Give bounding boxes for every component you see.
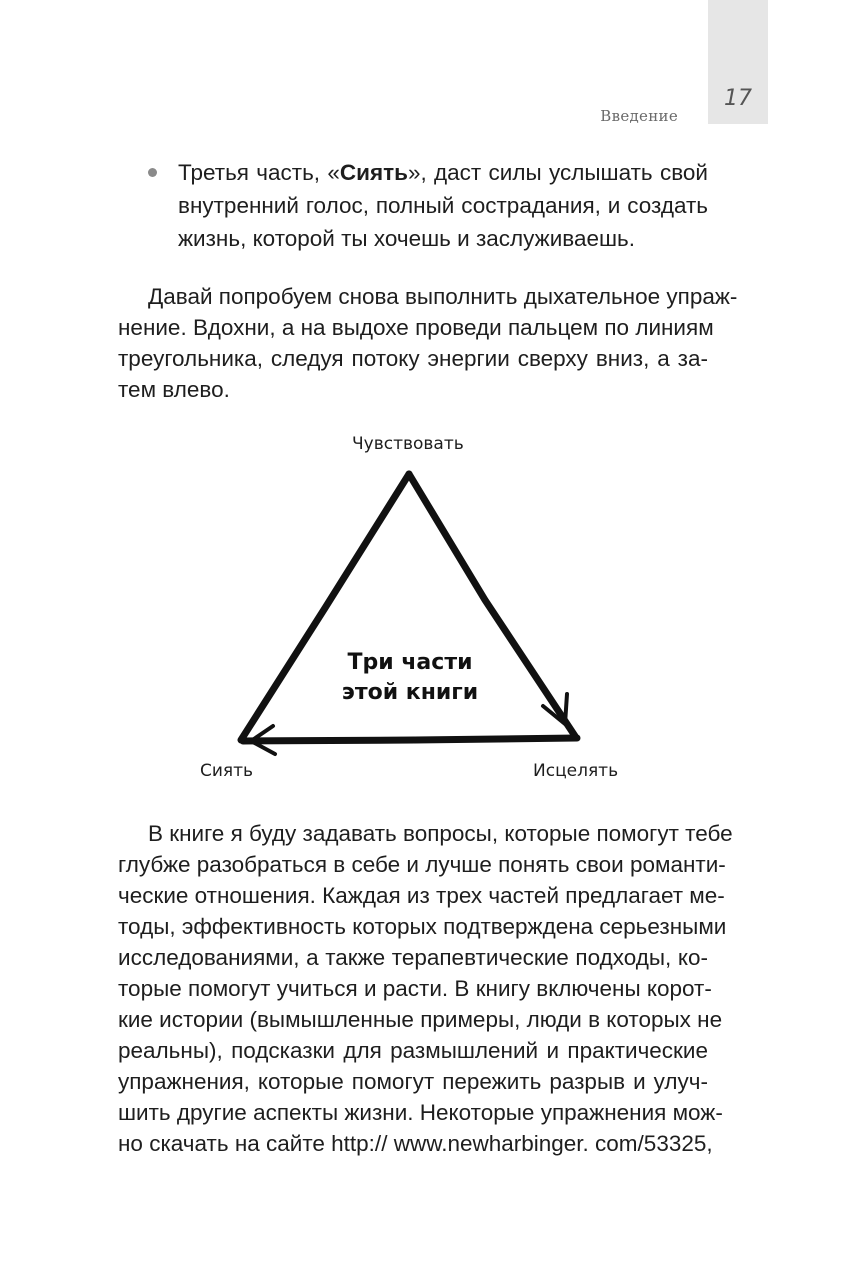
- paragraph2-line: В книге я буду задавать вопросы, которые помогут тебе: [148, 821, 733, 846]
- bullet-line-2: внутренний голос, полный сострадания, и создать: [178, 193, 708, 218]
- paragraph1-line: Давай попробуем снова выполнить дыхательное упраж-: [148, 284, 738, 309]
- bullet-prefix: Третья часть, «: [178, 160, 340, 185]
- running-header: Введение: [600, 107, 678, 125]
- triangle-edge-bottom: [243, 738, 577, 741]
- paragraph2-line: исследованиями, а также терапевтические подходы, ко-: [118, 945, 708, 970]
- bullet-suffix: », даст силы услышать свой: [407, 160, 708, 185]
- paragraph1-line: треугольника, следуя потоку энергии сверху вниз, а за-: [118, 346, 708, 371]
- page-number: 17: [724, 86, 752, 111]
- bullet-line-1: [178, 158, 708, 189]
- paragraph2-line: упражнения, которые помогут пережить разрыв и улуч-: [118, 1069, 708, 1094]
- diagram-label-top: Чувствовать: [352, 434, 464, 454]
- paragraph2-line: кие истории (вымышленные примеры, люди в которых не: [118, 1007, 723, 1032]
- diagram-center-line-2: этой книги: [341, 680, 479, 705]
- diagram-label-left: Сиять: [200, 761, 254, 781]
- diagram-label-right: Исцелять: [533, 761, 619, 781]
- paragraph2-line: торые помогут учиться и расти. В книгу включены корот-: [118, 976, 712, 1001]
- diagram-center-line-1: Три части: [347, 650, 473, 675]
- paragraph2-line: реальны), подсказки для размышлений и практические: [118, 1038, 708, 1063]
- paragraph2-line: шить другие аспекты жизни. Некоторые упражнения мож-: [118, 1100, 723, 1125]
- paragraph1-line: тем влево.: [118, 377, 230, 402]
- diagram-center-title: [330, 648, 490, 708]
- paragraph2-line: тоды, эффективность которых подтверждена серьезными: [118, 914, 727, 939]
- bullet-marker: [148, 168, 157, 177]
- paragraph2-line: глубже разобраться в себе и лучше понять свои романти-: [118, 852, 726, 877]
- bullet-bold-term: Сиять: [339, 160, 408, 185]
- paragraph1-line: нение. Вдохни, а на выдохе проведи пальцем по линиям: [118, 315, 714, 340]
- paragraph2-line: ческие отношения. Каждая из трех частей предлагает ме-: [118, 883, 725, 908]
- triangle-diagram: [225, 460, 595, 760]
- bullet-line-3: жизнь, которой ты хочешь и заслуживаешь.: [178, 226, 636, 251]
- paragraph2-line: но скачать на сайте http:// www.newharbinger. com/53325,: [118, 1131, 713, 1156]
